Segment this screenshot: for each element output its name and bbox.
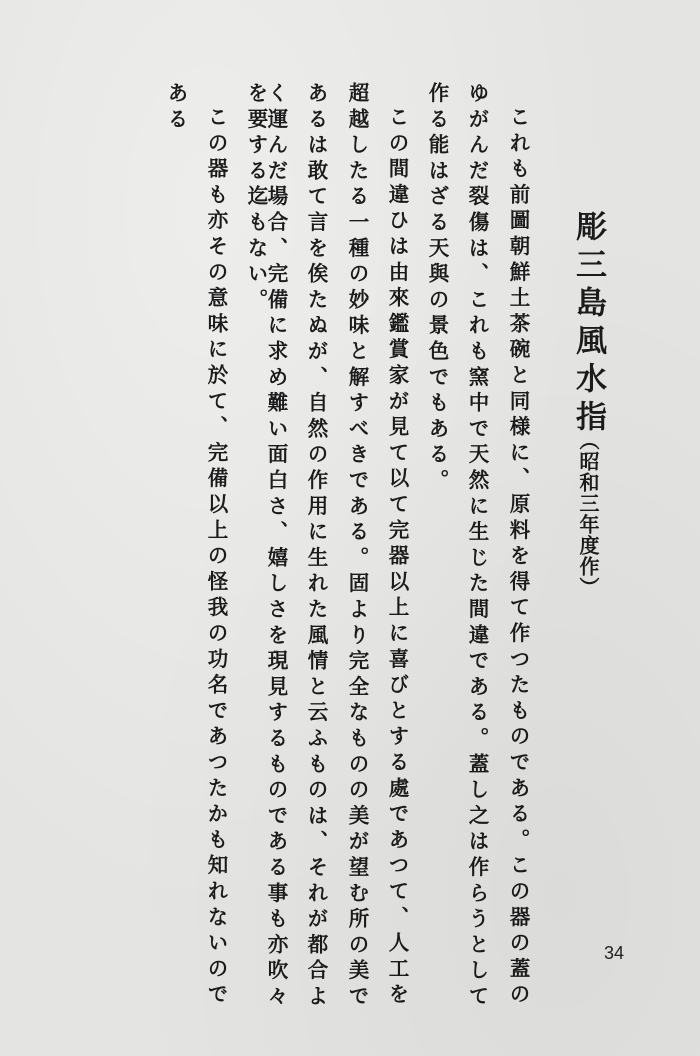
- body-text-column-8: を要する迄もない。: [244, 82, 268, 315]
- body-text-column-2: ゆがんだ裂傷は、これも窯中で天然に生じた間違である。蓋し之は作らうとして: [465, 82, 489, 1011]
- body-text-column-4: この間違ひは由來鑑賞家が見て以て完器以上に喜びとする處であつて、人工を: [385, 106, 409, 1009]
- page-subtitle: （昭和三年度作）: [576, 430, 600, 598]
- body-text-column-10: ある: [164, 82, 188, 134]
- page-title: 彫三島風水指: [570, 210, 606, 438]
- body-text-column-6: あるは敢て言を俟たぬが、自然の作用に生れた風情と云ふものは、それが都合よ: [304, 82, 328, 1011]
- page-number: 34: [604, 943, 625, 963]
- body-text-column-5: 超越したる一種の妙味と解すべきである。固より完全なものの美が望む所の美で: [345, 82, 369, 1011]
- body-text-column-3: 作る能はざる天與の景色でもある。: [425, 82, 449, 495]
- body-text-column-9: この器も亦その意味に於て、完備以上の怪我の功名であつたかも知れないので: [204, 106, 228, 1009]
- body-text-column-7: く運んだ場合、完備に求め難い面白さ、嬉しさを現見するものである事も亦吹々: [264, 82, 288, 1011]
- body-text-column-1: これも前圖朝鮮土茶碗と同様に、原料を得て作つたものである。この器の蓋の: [506, 106, 530, 1009]
